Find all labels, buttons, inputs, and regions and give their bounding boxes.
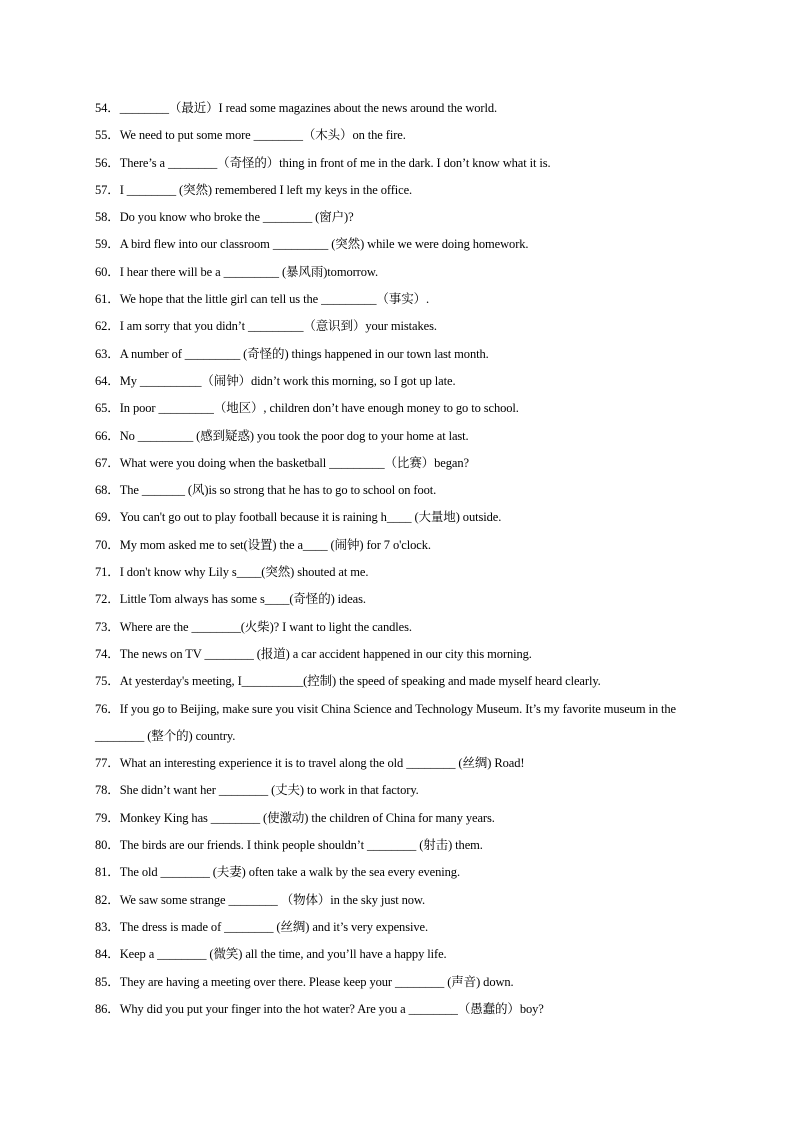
question-54 [95,95,695,122]
question-number: 56． [95,155,120,170]
question-text: What an interesting experience it is to travel along the old ________ (丝绸) Road! [119,756,525,771]
question-number: 59． [95,237,120,252]
question-number: 80． [95,838,120,853]
question-text: Monkey King has ________ (使激动) the children of China for many years. [119,810,495,825]
question-64 [95,368,695,395]
question-61 [95,286,695,313]
question-list [95,95,695,1023]
question-67 [95,450,695,477]
question-number: 60． [95,264,120,279]
question-62 [95,313,695,340]
question-75 [95,668,695,695]
question-86 [95,996,695,1023]
question-text: At yesterday's meeting, I__________(控制) the speed of speaking and made myself heard clearly. [119,674,601,689]
question-70 [95,532,695,559]
question-text: My __________（闹钟）didn’t work this morning, so I got up late. [119,373,456,388]
question-text: Why did you put your finger into the hot water? Are you a ________（愚蠢的）boy? [119,1001,544,1016]
question-number: 58． [95,210,120,225]
question-85 [95,969,695,996]
question-number: 57． [95,182,120,197]
question-text: Keep a ________ (微笑) all the time, and you’ll have a happy life. [119,947,447,962]
question-text: In poor _________（地区）, children don’t have enough money to go to school. [119,401,519,416]
question-number: 83． [95,919,120,934]
question-number: 73． [95,619,120,634]
question-72 [95,586,695,613]
question-text: A bird flew into our classroom _________ (突然) while we were doing homework. [119,237,529,252]
question-number: 69． [95,510,120,525]
question-text: The old ________ (夫妻) often take a walk by the sea every evening. [119,865,460,880]
question-number: 61． [95,292,120,307]
question-74 [95,641,695,668]
question-84 [95,941,695,968]
question-59 [95,231,695,258]
question-number: 72． [95,592,120,607]
question-number: 77． [95,756,120,771]
question-text: We need to put some more ________（木头）on the fire. [119,128,406,143]
question-text: The dress is made of ________ (丝绸) and it’s very expensive. [119,919,428,934]
question-66 [95,423,695,450]
question-58 [95,204,695,231]
question-56 [95,150,695,177]
question-83 [95,914,695,941]
question-text: The birds are our friends. I think people shouldn’t ________ (射击) them. [119,838,483,853]
question-text: We saw some strange ________ （物体）in the sky just now. [119,892,426,907]
question-text: I don't know why Lily s____(突然) shouted at me. [119,565,369,580]
question-number: 75． [95,674,120,689]
question-text: Do you know who broke the ________ (窗户)? [119,210,354,225]
question-text: I am sorry that you didn’t _________（意识到）your mistakes. [119,319,437,334]
question-number: 54． [95,101,120,115]
question-71 [95,559,695,586]
question-number: 63． [95,346,120,361]
question-number: 78． [95,783,120,798]
question-number: 70． [95,537,120,552]
question-number: 76． [95,701,120,716]
question-82 [95,887,695,914]
question-text: You can't go out to play football because it is raining h____ (大量地) outside. [119,510,502,525]
question-65 [95,395,695,422]
question-number: 71． [95,565,120,580]
question-57 [95,177,695,204]
question-text: My mom asked me to set(设置) the a____ (闹钟) for 7 o'clock. [119,537,431,552]
question-text: A number of _________ (奇怪的) things happened in our town last month. [119,346,489,361]
question-number: 66． [95,428,120,443]
question-number: 84． [95,947,120,962]
question-63 [95,341,695,368]
question-text: The _______ (风)is so strong that he has to go to school on foot. [119,483,437,498]
question-text: Where are the ________(火柴)? I want to light the candles. [119,619,412,634]
question-78 [95,777,695,804]
question-text: Little Tom always has some s____(奇怪的) ideas. [119,592,366,607]
question-79 [95,805,695,832]
question-number: 81． [95,865,120,880]
question-number: 65． [95,401,120,416]
question-text: I hear there will be a _________ (暴风雨)tomorrow. [119,264,379,279]
question-text: ________（最近）I read some magazines about the news around the world. [119,101,498,115]
question-76 [95,696,685,751]
question-text: What were you doing when the basketball _________（比赛）began? [119,455,469,470]
question-55 [95,122,695,149]
question-number: 67． [95,455,120,470]
question-text: If you go to Beijing, make sure you visit China Science and Technology Museum. It’s my favorite museum in the ________ (整个的) country. [95,701,677,743]
question-69 [95,504,695,531]
question-number: 68． [95,483,120,498]
question-77 [95,750,695,777]
question-68 [95,477,695,504]
question-number: 86． [95,1001,120,1016]
question-text: They are having a meeting over there. Please keep your ________ (声音) down. [119,974,514,989]
question-80 [95,832,695,859]
question-number: 64． [95,373,120,388]
question-number: 79． [95,810,120,825]
question-number: 82． [95,892,120,907]
question-text: No _________ (感到疑惑) you took the poor dog to your home at last. [119,428,469,443]
question-text: There’s a ________（奇怪的）thing in front of me in the dark. I don’t know what it is. [119,155,551,170]
question-number: 62． [95,319,120,334]
question-60 [95,259,695,286]
question-text: The news on TV ________ (报道) a car accident happened in our city this morning. [119,646,532,661]
question-73 [95,614,695,641]
question-text: She didn’t want her ________ (丈夫) to work in that factory. [119,783,419,798]
question-text: I ________ (突然) remembered I left my keys in the office. [119,182,413,197]
question-81 [95,859,695,886]
question-number: 74． [95,646,120,661]
question-number: 85． [95,974,120,989]
question-text: We hope that the little girl can tell us the _________（事实）. [119,292,430,307]
question-number: 55． [95,128,120,143]
